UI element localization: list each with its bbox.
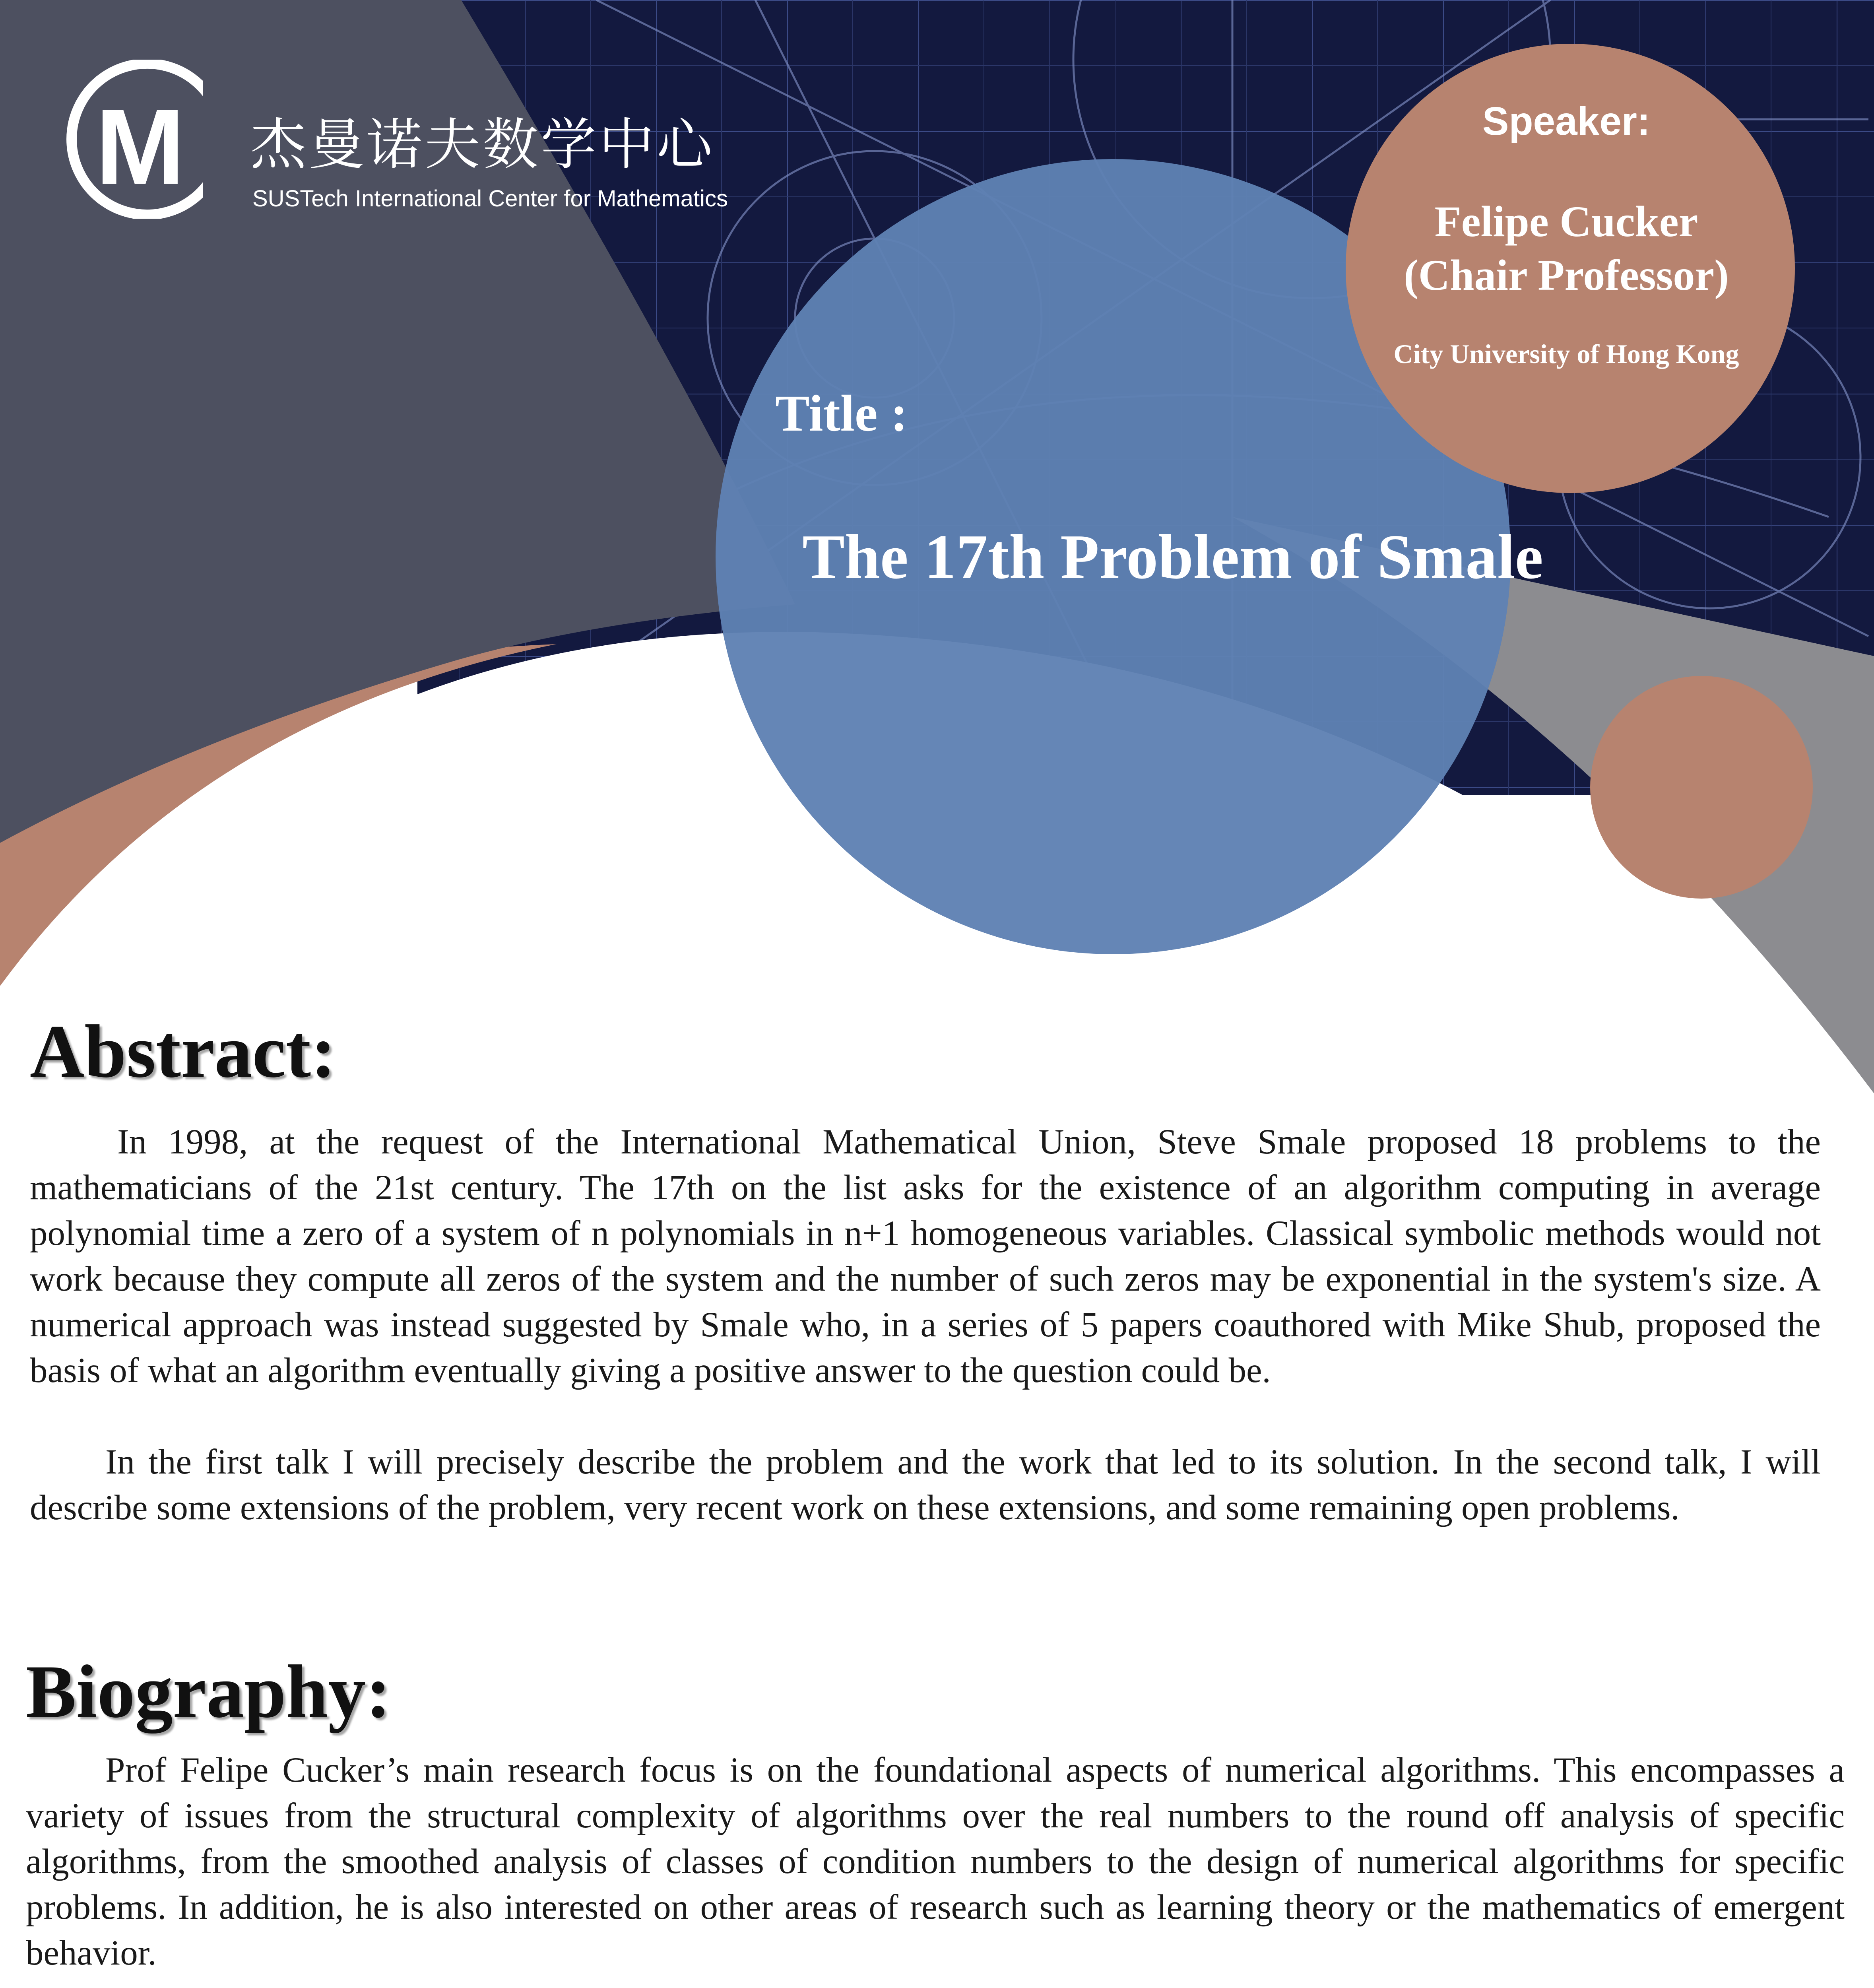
- biography-body: [26, 1747, 1845, 1988]
- abstract-paragraph: In the first talk I will precisely describe the problem and the work that led to its solution. In the second talk, I will describe some extensions of the problem, very recent work on these extensions, and some remaining open problems.: [30, 1442, 1821, 1527]
- biography-heading: Biography:: [26, 1650, 391, 1734]
- speaker-label: Speaker:: [1482, 99, 1651, 144]
- speaker-block: [1348, 195, 1785, 302]
- logo: [44, 60, 799, 278]
- talk-title: The 17th Problem of Smale: [802, 521, 1543, 592]
- logo-letter: M: [95, 87, 185, 207]
- title-label: Title :: [775, 385, 908, 442]
- speaker-affiliation: City University of Hong Kong: [1393, 339, 1739, 369]
- abstract-heading: [30, 1006, 586, 1097]
- speaker-name: Felipe Cucker: [1434, 197, 1698, 246]
- logo-name-cn: 杰曼诺夫数学中心: [250, 113, 715, 177]
- abstract-paragraph: In 1998, at the request of the International Mathematical Union, Steve Smale proposed 18 problems to the mathematicians of the 21st century. The 17th on the list asks for the existence of an algorithm computing in average polynomial time a zero of a system of n polynomials in n+1 homogeneous variables. Classical symbolic methods would not work because they compute all zeros of the system and the number of such zeros may be exponential in the system's size. A numerical approach was instead suggested by Smale who, in a series of 5 papers coauthored with Mike Shub, proposed the basis of what an algorithm eventually giving a positive answer to the question could be.: [30, 1122, 1821, 1390]
- biography-paragraph: [26, 1986, 1845, 1988]
- speaker-position: (Chair Professor): [1404, 251, 1729, 299]
- logo-name-en: SUSTech International Center for Mathematics: [252, 186, 728, 212]
- abstract-heading-text: Abstract: [30, 1010, 311, 1093]
- accent-circle: [1590, 676, 1813, 899]
- abstract-body: [30, 1119, 1821, 1531]
- abstract-heading-colon: :: [311, 1010, 336, 1093]
- biography-paragraph: Prof Felipe Cucker’s main research focus is on the foundational aspects of numerical algorithms. This encompasses a variety of issues from the structural complexity of algorithms over the real numbers to the round off analysis of specific algorithms, from the smoothed analysis of classes of condition numbers to the design of numerical algorithms for specific problems. In addition, he is also interested on other areas of research such as learning theory or the mathematics of emergent behavior.: [26, 1751, 1845, 1972]
